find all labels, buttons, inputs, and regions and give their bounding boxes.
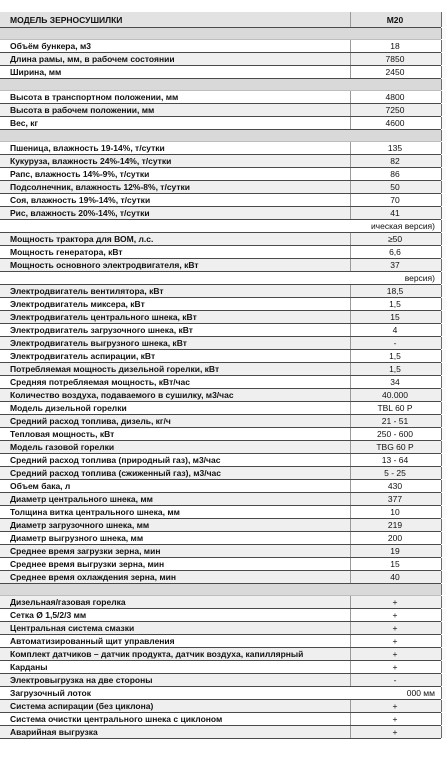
row-label: Подсолнечник, влажность 12%-8%, т/сутки bbox=[10, 182, 191, 192]
row-value: 7250 bbox=[385, 105, 405, 115]
table-row bbox=[0, 246, 441, 259]
cut-column-edge bbox=[441, 12, 446, 27]
row-value: 1,5 bbox=[389, 351, 401, 361]
cut-column-edge bbox=[441, 298, 446, 310]
row-label: Модель газовой горелки bbox=[10, 442, 115, 452]
row-label: Диаметр загрузочного шнека, мм bbox=[10, 520, 150, 530]
table-row bbox=[0, 713, 441, 726]
row-label: Кукуруза, влажность 24%-14%, т/сутки bbox=[10, 156, 172, 166]
table-row bbox=[0, 117, 441, 130]
row-value: 6,6 bbox=[389, 247, 401, 257]
row-label: Объем бака, л bbox=[10, 481, 71, 491]
cut-column-edge bbox=[441, 467, 446, 479]
section-spacer-row bbox=[0, 584, 441, 596]
cut-column-edge bbox=[441, 104, 446, 116]
cut-column-edge bbox=[441, 220, 446, 232]
cut-column-edge bbox=[441, 28, 446, 39]
table-row bbox=[0, 480, 441, 493]
row-label: Средний расход топлива (природный газ), м3/час bbox=[10, 455, 221, 465]
cut-column-edge bbox=[441, 79, 446, 90]
row-value: 86 bbox=[390, 169, 400, 179]
row-value: 4 bbox=[392, 325, 398, 335]
cut-column-edge bbox=[441, 53, 446, 65]
table-row bbox=[0, 220, 441, 233]
cut-column-edge bbox=[441, 181, 446, 193]
cut-column-edge bbox=[441, 545, 446, 557]
table-row bbox=[0, 298, 441, 311]
row-value: 70 bbox=[390, 195, 400, 205]
table-row bbox=[0, 700, 441, 713]
row-label: Электродвигатель аспирации, кВт bbox=[10, 351, 156, 361]
cut-column-edge bbox=[441, 584, 446, 595]
cut-column-edge bbox=[441, 66, 446, 78]
row-label: Объём бункера, м3 bbox=[10, 41, 91, 51]
table-row bbox=[0, 402, 441, 415]
cut-column-edge bbox=[441, 91, 446, 103]
cut-column-edge bbox=[441, 142, 446, 154]
row-value: - bbox=[393, 675, 397, 685]
row-label: Электродвигатель центрального шнека, кВт bbox=[10, 312, 197, 322]
row-label: Среднее время загрузки зерна, мин bbox=[10, 546, 161, 556]
cut-column-edge bbox=[441, 415, 446, 427]
table-row bbox=[0, 376, 441, 389]
table-row bbox=[0, 506, 441, 519]
row-label: Средний расход топлива (сжиженный газ), м3/час bbox=[10, 468, 221, 478]
row-label: Загрузочный лоток bbox=[10, 688, 91, 698]
cut-column-edge bbox=[441, 324, 446, 336]
table-row bbox=[0, 609, 441, 622]
row-value: 4800 bbox=[385, 92, 405, 102]
row-label: Количество воздуха, подаваемого в сушилку, м3/час bbox=[10, 390, 234, 400]
row-label: Высота в транспортном положении, мм bbox=[10, 92, 179, 102]
cut-column-edge bbox=[441, 402, 446, 414]
table-row bbox=[0, 545, 441, 558]
table-row bbox=[0, 40, 441, 53]
table-row bbox=[0, 622, 441, 635]
row-value: 000 мм bbox=[406, 688, 435, 698]
row-value: 82 bbox=[390, 156, 400, 166]
table-row bbox=[0, 259, 441, 272]
row-value: 37 bbox=[390, 260, 400, 270]
table-row bbox=[0, 272, 441, 285]
row-label: Рапс, влажность 14%-9%, т/сутки bbox=[10, 169, 150, 179]
cut-column-edge bbox=[441, 687, 446, 699]
table-row bbox=[0, 363, 441, 376]
row-label: Мощность генератора, кВт bbox=[10, 247, 123, 257]
table-row bbox=[0, 181, 441, 194]
row-label: Тепловая мощность, кВт bbox=[10, 429, 115, 439]
table-row bbox=[0, 726, 441, 739]
row-value: 40 bbox=[390, 572, 400, 582]
cut-column-edge bbox=[441, 285, 446, 297]
cut-column-edge bbox=[441, 363, 446, 375]
row-label: Электродвигатель выгрузного шнека, кВт bbox=[10, 338, 187, 348]
row-value: 18,5 bbox=[386, 286, 404, 296]
row-label: Пшеница, влажность 19-14%, т/сутки bbox=[10, 143, 165, 153]
row-label: Мощность основного электродвигателя, кВт bbox=[10, 260, 199, 270]
row-label: Толщина витка центрального шнека, мм bbox=[10, 507, 180, 517]
cut-column-edge bbox=[441, 532, 446, 544]
row-value: + bbox=[392, 636, 398, 646]
row-label: Высота в рабочем положении, мм bbox=[10, 105, 155, 115]
row-value: + bbox=[392, 610, 398, 620]
table-row bbox=[0, 674, 441, 687]
row-label: Карданы bbox=[10, 662, 48, 672]
cut-column-edge bbox=[441, 259, 446, 271]
cut-column-edge bbox=[441, 726, 446, 738]
cut-column-edge bbox=[441, 272, 446, 284]
section-spacer-row bbox=[0, 130, 441, 142]
row-label: Дизельная/газовая горелка bbox=[10, 597, 126, 607]
table-row bbox=[0, 207, 441, 220]
table-row bbox=[0, 635, 441, 648]
row-value: 18 bbox=[390, 41, 400, 51]
table-row bbox=[0, 53, 441, 66]
row-value: 2450 bbox=[385, 67, 405, 77]
row-label: Электродвигатель миксера, кВт bbox=[10, 299, 145, 309]
row-value: + bbox=[392, 701, 398, 711]
row-label: Средний расход топлива, дизель, кг/ч bbox=[10, 416, 171, 426]
row-value: 34 bbox=[390, 377, 400, 387]
row-value: ≥50 bbox=[387, 234, 403, 244]
row-value: 15 bbox=[390, 559, 400, 569]
row-label: Аварийная выгрузка bbox=[10, 727, 98, 737]
cut-column-edge bbox=[441, 700, 446, 712]
cut-column-edge bbox=[441, 337, 446, 349]
row-value: версия) bbox=[404, 273, 435, 283]
row-label: Сетка Ø 1,5/2/3 мм bbox=[10, 610, 87, 620]
row-label: Среднее время выгрузки зерна, мин bbox=[10, 559, 165, 569]
row-value: + bbox=[392, 623, 398, 633]
row-value: 430 bbox=[387, 481, 403, 491]
cut-column-edge bbox=[441, 130, 446, 141]
table-row bbox=[0, 389, 441, 402]
model-heading: МОДЕЛЬ ЗЕРНОСУШИЛКИ bbox=[10, 15, 123, 25]
row-label: Диаметр выгрузного шнека, мм bbox=[10, 533, 144, 543]
cut-column-edge bbox=[441, 311, 446, 323]
row-label: Электродвигатель вентилятора, кВт bbox=[10, 286, 164, 296]
table-row bbox=[0, 91, 441, 104]
cut-column-edge bbox=[441, 571, 446, 583]
table-row bbox=[0, 142, 441, 155]
row-value: + bbox=[392, 649, 398, 659]
table-row bbox=[0, 233, 441, 246]
cut-column-edge bbox=[441, 493, 446, 505]
row-value: + bbox=[392, 597, 398, 607]
row-label: Комплект датчиков – датчик продукта, датчик воздуха, капиллярный bbox=[10, 649, 304, 659]
cut-column-edge bbox=[441, 389, 446, 401]
row-label: Соя, влажность 19%-14%, т/сутки bbox=[10, 195, 151, 205]
cut-column-edge bbox=[441, 350, 446, 362]
row-label: Система аспирации (без циклона) bbox=[10, 701, 154, 711]
row-value: TBL 60 P bbox=[377, 403, 413, 413]
cut-column-edge bbox=[441, 622, 446, 634]
cut-column-edge bbox=[441, 454, 446, 466]
table-row bbox=[0, 415, 441, 428]
row-value: TBG 60 P bbox=[376, 442, 414, 452]
row-value: 1,5 bbox=[389, 364, 401, 374]
row-value: 19 bbox=[390, 546, 400, 556]
cut-column-edge bbox=[441, 194, 446, 206]
row-value: + bbox=[392, 727, 398, 737]
table-row bbox=[0, 311, 441, 324]
cut-column-edge bbox=[441, 519, 446, 531]
cut-column-edge bbox=[441, 661, 446, 673]
row-value: 13 - 64 bbox=[381, 455, 409, 465]
row-value: 200 bbox=[387, 533, 403, 543]
row-label: Среднее время охлаждения зерна, мин bbox=[10, 572, 176, 582]
table-row bbox=[0, 596, 441, 609]
cut-column-edge bbox=[441, 648, 446, 660]
row-label: Вес, кг bbox=[10, 118, 38, 128]
row-label: Система очистки центрального шнека с циклоном bbox=[10, 714, 223, 724]
row-label: Электровыгрузка на две стороны bbox=[10, 675, 153, 685]
table-row bbox=[0, 428, 441, 441]
row-label: Потребляемая мощность дизельной горелки, кВт bbox=[10, 364, 220, 374]
cut-column-edge bbox=[441, 674, 446, 686]
row-label: Модель дизельной горелки bbox=[10, 403, 127, 413]
cut-column-edge bbox=[441, 428, 446, 440]
cut-column-edge bbox=[441, 609, 446, 621]
cut-column-edge bbox=[441, 155, 446, 167]
row-value: 40.000 bbox=[382, 390, 408, 400]
row-value: 10 bbox=[390, 507, 400, 517]
cut-column-edge bbox=[441, 506, 446, 518]
cut-column-edge bbox=[441, 207, 446, 219]
table-row bbox=[0, 467, 441, 480]
table-row bbox=[0, 104, 441, 117]
table-row bbox=[0, 155, 441, 168]
table-row bbox=[0, 648, 441, 661]
row-value: 41 bbox=[390, 208, 400, 218]
table-row bbox=[0, 324, 441, 337]
table-row bbox=[0, 168, 441, 181]
cut-column-edge bbox=[441, 246, 446, 258]
row-label: Длина рамы, мм, в рабочем состоянии bbox=[10, 54, 175, 64]
row-value: 15 bbox=[390, 312, 400, 322]
table-row bbox=[0, 454, 441, 467]
cut-column-edge bbox=[441, 713, 446, 725]
table-row bbox=[0, 493, 441, 506]
table-row bbox=[0, 337, 441, 350]
cut-column-edge bbox=[441, 441, 446, 453]
row-value: 5 - 25 bbox=[384, 468, 406, 478]
table-row bbox=[0, 687, 441, 700]
row-value: ическая версия) bbox=[370, 221, 435, 231]
cut-column-edge bbox=[441, 558, 446, 570]
table-header-row bbox=[0, 12, 441, 28]
table-row bbox=[0, 66, 441, 79]
table-row bbox=[0, 519, 441, 532]
table-row bbox=[0, 285, 441, 298]
row-value: 377 bbox=[387, 494, 403, 504]
row-label: Ширина, мм bbox=[10, 67, 62, 77]
row-value: 1,5 bbox=[389, 299, 401, 309]
row-label: Автоматизированный щит управления bbox=[10, 636, 175, 646]
row-label: Диаметр центрального шнека, мм bbox=[10, 494, 153, 504]
row-value: 7850 bbox=[385, 54, 405, 64]
cut-column-edge bbox=[441, 233, 446, 245]
table-row bbox=[0, 441, 441, 454]
cut-column-edge bbox=[441, 635, 446, 647]
row-value: 50 bbox=[390, 182, 400, 192]
row-label: Рис, влажность 20%-14%, т/сутки bbox=[10, 208, 150, 218]
cut-column-edge bbox=[441, 480, 446, 492]
cut-column-edge bbox=[441, 376, 446, 388]
row-label: Средняя потребляемая мощность, кВт/час bbox=[10, 377, 190, 387]
row-value: 21 - 51 bbox=[381, 416, 409, 426]
cut-column-edge bbox=[441, 168, 446, 180]
cut-column-edge bbox=[441, 40, 446, 52]
table-row bbox=[0, 532, 441, 545]
table-row bbox=[0, 350, 441, 363]
table-row bbox=[0, 558, 441, 571]
row-value: 219 bbox=[387, 520, 403, 530]
table-row bbox=[0, 661, 441, 674]
row-value: + bbox=[392, 714, 398, 724]
table-row bbox=[0, 194, 441, 207]
row-value: 4600 bbox=[385, 118, 405, 128]
row-value: + bbox=[392, 662, 398, 672]
cut-column-edge bbox=[441, 596, 446, 608]
row-value: 135 bbox=[387, 143, 403, 153]
section-spacer-row bbox=[0, 79, 441, 91]
model-value: M20 bbox=[386, 15, 404, 25]
row-value: - bbox=[393, 338, 397, 348]
row-label: Центральная система смазки bbox=[10, 623, 135, 633]
table-row bbox=[0, 571, 441, 584]
row-label: Электродвигатель загрузочного шнека, кВт bbox=[10, 325, 193, 335]
row-value: 250 - 600 bbox=[377, 429, 413, 439]
row-label: Мощность трактора для ВОМ, л.с. bbox=[10, 234, 154, 244]
section-spacer-row bbox=[0, 28, 441, 40]
cut-column-edge bbox=[441, 117, 446, 129]
